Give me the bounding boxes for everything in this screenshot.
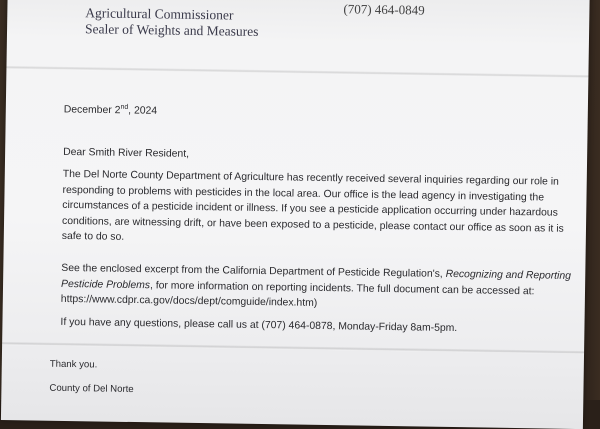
document-url: https://www.cdpr.ca.gov/docs/dept/comguide/index.htm) (60, 293, 318, 309)
paragraph-1-line: responding to problems with pesticides in the local area. Our office is the lead agency in investigating the (62, 184, 545, 203)
paragraph-1-line: safe to do so. (61, 230, 125, 243)
header-line-sealer: Sealer of Weights and Measures (84, 21, 259, 39)
paragraph-1-line: circumstances of a pesticide incident or illness. If you see a pesticide application occurring under hazardous (62, 199, 558, 219)
paragraph-2 (61, 261, 571, 316)
paragraph-1-line: The Del Norte County Department of Agriculture has recently received several inquiries regarding our role in (62, 168, 559, 188)
header-phone: (707) 464-0849 (343, 1, 425, 18)
paragraph-2-line: Pesticide Problems, for more information on reporting incidents. The full document can be accessed at: (60, 278, 535, 297)
paragraph-3-contact: If you have any questions, please call us at (707) 464-0878, Monday-Friday 8am-5pm. (60, 316, 458, 335)
header-line-commissioner: Agricultural Commissioner (85, 5, 234, 23)
publication-title-part: Pesticide Problems (60, 278, 151, 291)
publication-title-part: Recognizing and Reporting (445, 268, 572, 282)
paragraph-1 (62, 167, 565, 252)
paragraph-1-line: conditions, are witnessing drift, or have been exposed to a pesticide, please contact our office as soon as it is (61, 215, 564, 235)
letter-greeting: Dear Smith River Resident, (63, 146, 190, 160)
letter-signoff: County of Del Norte (49, 382, 134, 396)
letter-body (1, 0, 590, 429)
letter-thanks: Thank you. (49, 358, 98, 371)
paragraph-2-line: See the enclosed excerpt from the California Department of Pesticide Regulation's, Recognizing and Reporting (61, 262, 572, 282)
letter-date: December 2nd, 2024 (63, 103, 158, 117)
letter-paper (1, 0, 590, 429)
